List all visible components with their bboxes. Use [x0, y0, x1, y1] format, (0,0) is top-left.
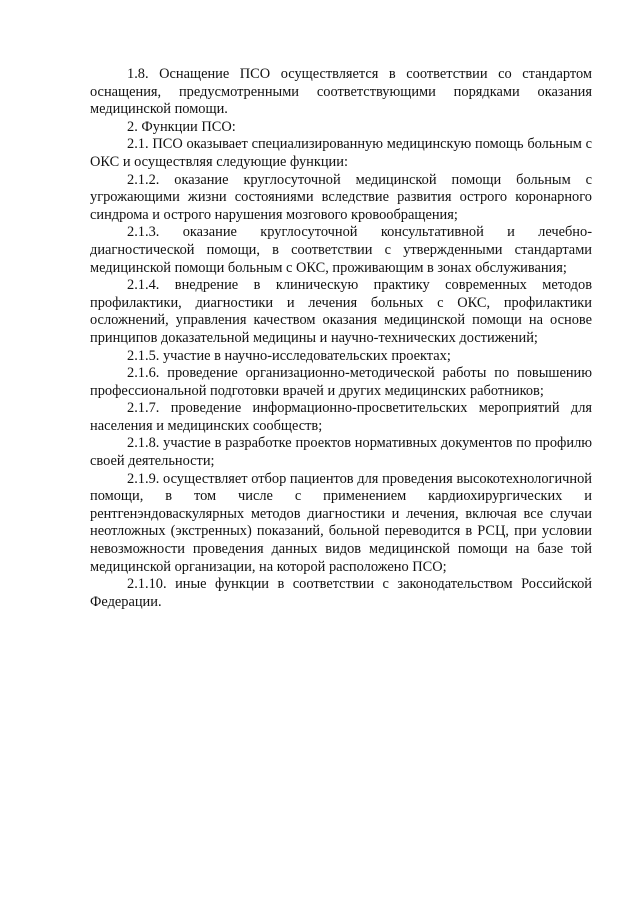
- paragraph-2-1-2: 2.1.2. оказание круглосуточной медицинской помощи больным с угрожающими жизни состояниями вследствие развития острого коронарного синдрома и острого нарушения мозгового кровообращения;: [90, 171, 592, 223]
- paragraph-2-heading: 2. Функции ПСО:: [127, 118, 236, 135]
- paragraph-2-1-4: 2.1.4. внедрение в клиническую практику современных методов профилактики, диагностики и лечения больных с ОКС, профилактики осложнений, управления качеством оказания медицинской помощи на основе принципов доказательной медицины и научно-технических достижений;: [90, 277, 592, 346]
- paragraph-2-1-6: 2.1.6. проведение организационно-методической работы по повышению профессиональной подготовки врачей и других медицинских работников;: [90, 365, 592, 399]
- paragraph-2-1-5: 2.1.5. участие в научно-исследовательских проектах;: [127, 347, 451, 364]
- paragraph-2-1-7: 2.1.7. проведение информационно-просветительских мероприятий для населения и медицинских сообществ;: [90, 400, 592, 434]
- paragraph-2-1-9: 2.1.9. осуществляет отбор пациентов для проведения высокотехнологичной помощи, в том числе с применением кардиохирургических и рентгенэндоваскулярных методов диагностики и лечения, включая все случаи неотложных (экстренных) показаний, больной переводится в РСЦ, при условии невозможности проведения данных видов медицинской помощи на базе той медицинской организации, на которой расположено ПСО;: [90, 470, 592, 575]
- document-body: [90, 66, 592, 611]
- paragraph-1-8: 1.8. Оснащение ПСО осуществляется в соответствии со стандартом оснащения, предусмотренными соответствующими порядками оказания медицинской помощи.: [90, 66, 592, 118]
- paragraph-2-1: 2.1. ПСО оказывает специализированную медицинскую помощь больным с ОКС и осуществляя следующие функции:: [90, 136, 592, 170]
- paragraph-2-1-3: 2.1.3. оказание круглосуточной консультативной и лечебно-диагностической помощи, в соответствии с утвержденными стандартами медицинской помощи больным с ОКС, проживающим в зонах обслуживания;: [90, 224, 592, 276]
- paragraph-2-1-10: 2.1.10. иные функции в соответствии с законодательством Российской Федерации.: [90, 576, 592, 610]
- paragraph-2-1-8: 2.1.8. участие в разработке проектов нормативных документов по профилю своей деятельности;: [90, 435, 592, 470]
